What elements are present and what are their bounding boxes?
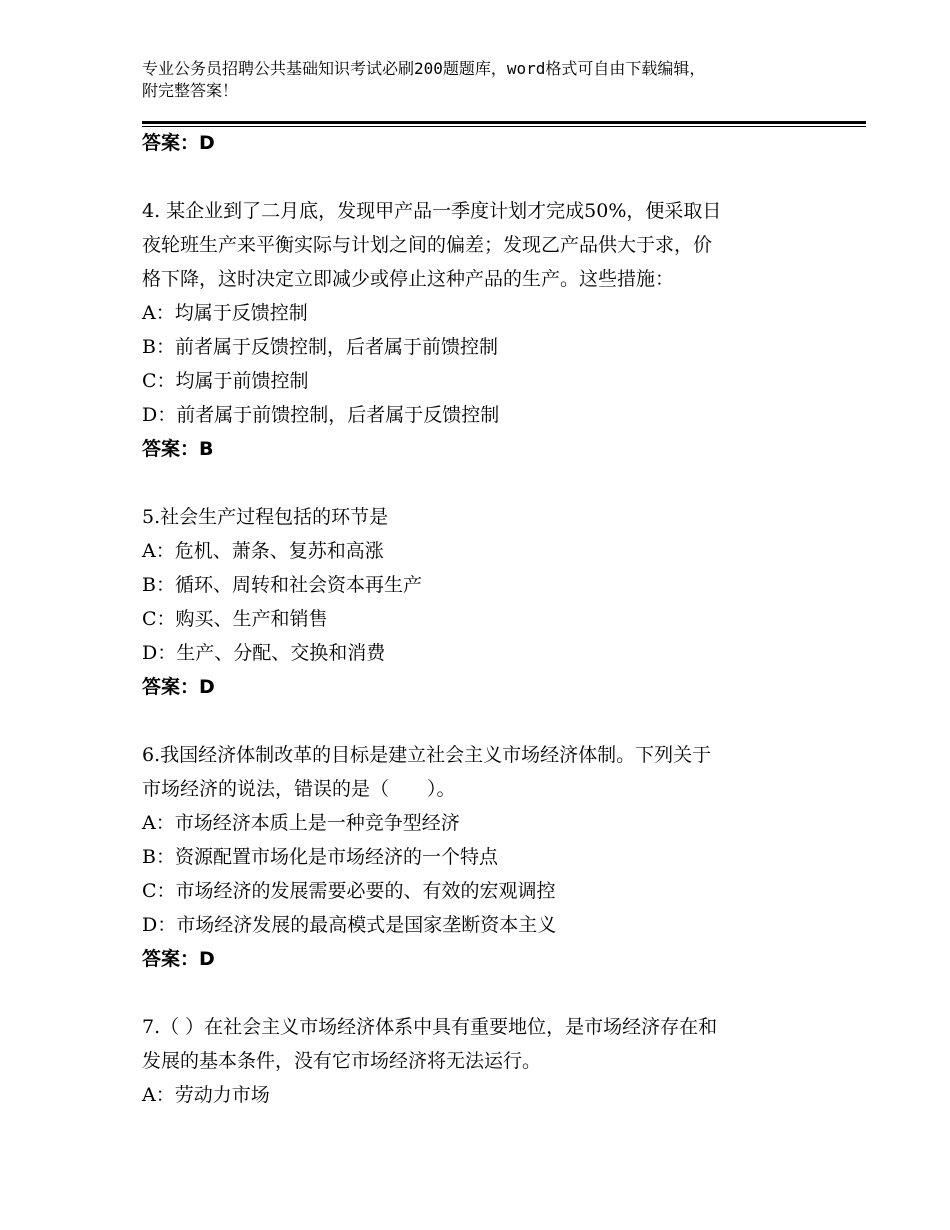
header-divider-thick bbox=[142, 121, 866, 124]
question-text-line: 4. 某企业到了二月底，发现甲产品一季度计划才完成50%，便采取日 bbox=[142, 200, 722, 222]
answer-q6: 答案：D bbox=[142, 948, 215, 970]
question-text-line: 5.社会生产过程包括的环节是 bbox=[142, 506, 389, 528]
answer-q5: 答案：D bbox=[142, 676, 215, 698]
document-body bbox=[142, 126, 842, 1112]
option-b: B：前者属于反馈控制，后者属于前馈控制 bbox=[142, 336, 498, 358]
header-line-2: 附完整答案！ bbox=[142, 81, 239, 100]
option-d: D：市场经济发展的最高模式是国家垄断资本主义 bbox=[142, 914, 557, 936]
question-text-line: 市场经济的说法，错误的是（ ）。 bbox=[142, 778, 456, 800]
answer-q3: 答案：D bbox=[142, 132, 215, 154]
option-a: A：危机、萧条、复苏和高涨 bbox=[142, 540, 384, 562]
question-5 bbox=[142, 500, 842, 704]
option-c: C：均属于前馈控制 bbox=[142, 370, 309, 392]
option-a: A：均属于反馈控制 bbox=[142, 302, 308, 324]
spacer bbox=[142, 160, 842, 194]
question-text-line: 7.（ ）在社会主义市场经济体系中具有重要地位，是市场经济存在和 bbox=[142, 1016, 718, 1038]
option-d: D：生产、分配、交换和消费 bbox=[142, 642, 386, 664]
option-d: D：前者属于前馈控制，后者属于反馈控制 bbox=[142, 404, 500, 426]
option-a: A：劳动力市场 bbox=[142, 1084, 270, 1106]
question-6 bbox=[142, 738, 842, 976]
option-b: B：循环、周转和社会资本再生产 bbox=[142, 574, 422, 596]
question-text-line: 夜轮班生产来平衡实际与计划之间的偏差；发现乙产品供大于求，价 bbox=[142, 234, 713, 256]
page-header bbox=[142, 58, 822, 102]
answer-q4: 答案：B bbox=[142, 438, 214, 460]
question-text-line: 6.我国经济体制改革的目标是建立社会主义市场经济体制。下列关于 bbox=[142, 744, 712, 766]
question-4 bbox=[142, 194, 842, 466]
spacer bbox=[142, 704, 842, 738]
question-7 bbox=[142, 1010, 842, 1112]
option-c: C：购买、生产和销售 bbox=[142, 608, 328, 630]
option-b: B：资源配置市场化是市场经济的一个特点 bbox=[142, 846, 498, 868]
question-text-line: 格下降，这时决定立即减少或停止这种产品的生产。这些措施： bbox=[142, 268, 675, 290]
option-a: A：市场经济本质上是一种竞争型经济 bbox=[142, 812, 460, 834]
option-c: C：市场经济的发展需要必要的、有效的宏观调控 bbox=[142, 880, 556, 902]
spacer bbox=[142, 466, 842, 500]
spacer bbox=[142, 976, 842, 1010]
question-text-line: 发展的基本条件，没有它市场经济将无法运行。 bbox=[142, 1050, 542, 1072]
header-line-1: 专业公务员招聘公共基础知识考试必刷200题题库，word格式可自由下载编辑， bbox=[142, 59, 706, 78]
